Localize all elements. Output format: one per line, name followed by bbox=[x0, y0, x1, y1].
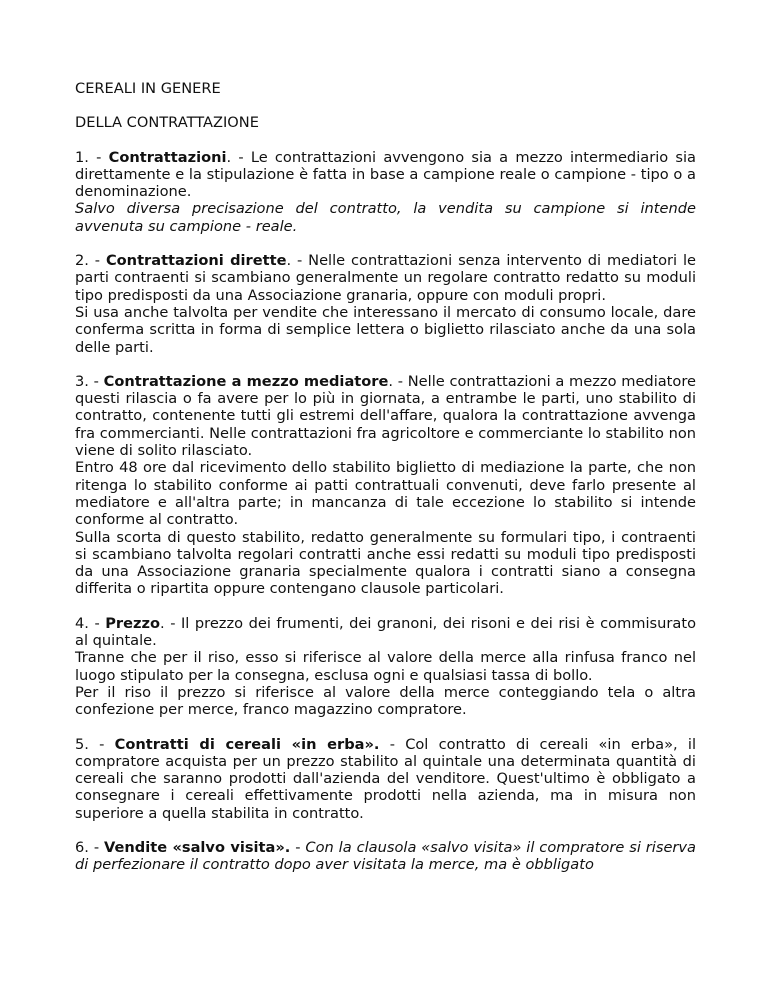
section-6 bbox=[75, 839, 696, 874]
document-page bbox=[75, 80, 696, 891]
section-text: Con la clausola «salvo visita» il compratore si riserva di perfezionare il contratto dopo aver visitata la merce, ma è obbligato bbox=[75, 838, 696, 874]
section-text: Le contrattazioni avvengono sia a mezzo intermediario sia direttamente e la stipulazione è fatta in base a campione reale o campione - tipo o a denominazione. bbox=[75, 148, 696, 201]
section-title: Vendite «salvo visita». bbox=[104, 838, 291, 856]
section-4 bbox=[75, 615, 696, 719]
title-separator: . - bbox=[388, 372, 408, 390]
title-separator: - bbox=[290, 838, 306, 856]
section-text: Tranne che per il riso, esso si riferisce al valore della merce alla rinfusa franco nel luogo stipulato per la consegna, esclusa ogni e qualsiasi tassa di bollo. bbox=[75, 649, 696, 684]
section-number: 2. - bbox=[75, 252, 106, 270]
section-title: Contratti di cereali «in erba». bbox=[114, 735, 380, 753]
section-text: Nelle contrattazioni a mezzo mediatore questi rilascia o fa avere per lo più in giornata, a entrambe le parti, uno stabilito di contratto, contenente tutti gli estremi dell'affare, qualora la contrattazione avvenga fra commercianti. Nelle contrattazioni fra agricoltore e commerciante lo stabilito non viene di solito rilasciato. bbox=[75, 372, 696, 460]
section-text: Nelle contrattazioni senza intervento di mediatori le parti contraenti si scambiano generalmente un regolare contratto redatto su moduli tipo predisposti da una Associazione granaria, oppure con moduli propri. bbox=[75, 252, 697, 304]
section-number: 1. - bbox=[75, 148, 109, 166]
section-note: Salvo diversa precisazione del contratto, la vendita su campione si intende avvenuta su campione - reale. bbox=[75, 200, 696, 235]
title-separator: - bbox=[379, 735, 406, 753]
section-text: Il prezzo dei frumenti, dei granoni, dei risoni e dei risi è commisurato al quintale. bbox=[75, 614, 696, 650]
section-3 bbox=[75, 373, 696, 598]
section-number: 3. - bbox=[75, 372, 104, 390]
section-title: Prezzo bbox=[105, 614, 161, 632]
title-separator: . - bbox=[160, 614, 181, 632]
section-number: 5. - bbox=[75, 735, 115, 753]
section-text: Col contratto di cereali «in erba», il compratore acquista per un prezzo stabilito al quintale una determinata quantità di cereali che saranno prodotti dall'azienda del venditore. Quest'ultimo è obbligato a consegnare i cereali effettivamente prodotti nella azienda, ma in misura non superiore a quella stabilita in contratto. bbox=[75, 735, 697, 822]
title-separator: . - bbox=[226, 148, 251, 166]
section-2 bbox=[75, 252, 696, 356]
section-title: Contrattazione a mezzo mediatore bbox=[103, 372, 389, 390]
heading-cereali: CEREALI IN GENERE bbox=[75, 80, 221, 97]
section-text: Sulla scorta di questo stabilito, redatto generalmente su formulari tipo, i contraenti si scambiano talvolta regolari contratti anche essi redatti su moduli tipo predisposti da una Associazione granaria specialmente qualora i contratti siano a consegna differita o ripartita oppure contengano clausole particolari. bbox=[75, 528, 696, 598]
section-title: Contrattazioni dirette bbox=[105, 252, 287, 270]
section-number: 6. - bbox=[75, 838, 105, 856]
section-text: Si usa anche talvolta per vendite che interessano il mercato di consumo locale, dare conferma scritta in forma di semplice lettera o biglietto rilasciato anche da una sola delle parti. bbox=[75, 303, 696, 356]
section-text: Entro 48 ore dal ricevimento dello stabilito biglietto di mediazione la parte, che non ritenga lo stabilito conforme ai patti contrattuali convenuti, deve farlo presente al mediatore e all'altra parte; in mancanza di tale eccezione lo stabilito si intende conforme al contratto. bbox=[75, 459, 696, 529]
section-title: Contrattazioni bbox=[108, 148, 227, 166]
heading-contrattazione: DELLA CONTRATTAZIONE bbox=[75, 114, 259, 132]
section-5 bbox=[75, 736, 696, 822]
section-text: Per il riso il prezzo si riferisce al valore della merce conteggiando tela o altra confezione per merce, franco magazzino compratore. bbox=[75, 683, 696, 719]
title-separator: . - bbox=[286, 252, 309, 270]
section-1 bbox=[75, 149, 696, 235]
section-number: 4. - bbox=[75, 614, 106, 632]
